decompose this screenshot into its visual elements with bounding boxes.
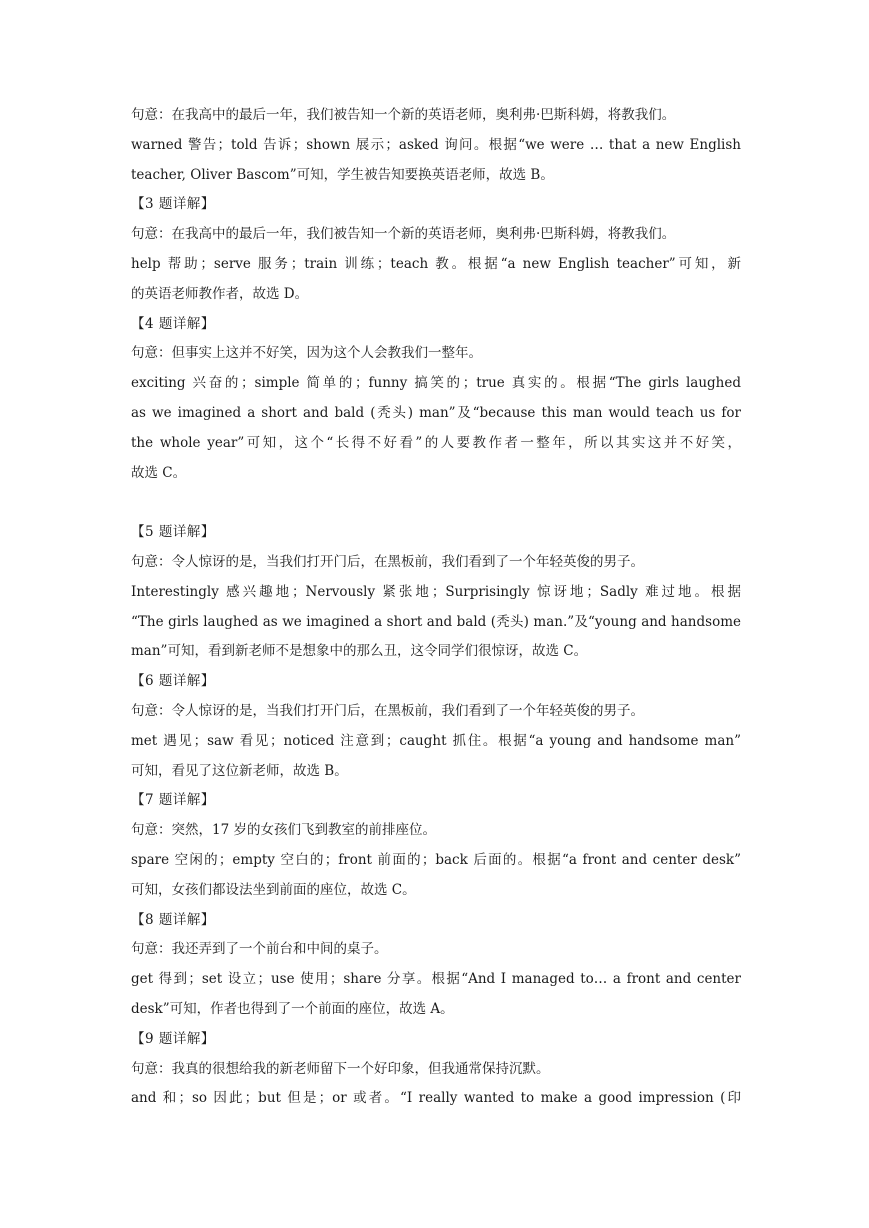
document-page (131, 101, 741, 1114)
section-heading: 【6 题详解】 (131, 673, 215, 690)
text-line: 的英语老师教作者，故选 D。 (131, 285, 309, 302)
paragraph-gap (131, 488, 741, 518)
text-line: 句意：在我高中的最后一年，我们被告知一个新的英语老师，奥利弗·巴斯科姆，将教我们。 (131, 107, 676, 123)
text-line: and 和；so 因此；but 但是；or 或者。“I really wanted to make a good impression (印 (131, 1090, 741, 1107)
text-line: as we imagined a short and bald (秃头) man”及“because this man would teach us for (131, 404, 741, 421)
text-line: 句意：在我高中的最后一年，我们被告知一个新的英语老师，奥利弗·巴斯科姆，将教我们。 (131, 226, 676, 243)
text-line: 句意：但事实上这并不好笑，因为这个人会教我们一整年。 (131, 345, 482, 362)
section-heading: 【5 题详解】 (131, 524, 215, 541)
section-heading: 【8 题详解】 (131, 911, 215, 928)
text-line: the whole year”可知，这个“长得不好看”的人要教作者一整年，所以其实这并不好笑， (131, 434, 741, 451)
text-line: warned 警告；told 告诉；shown 展示；asked 询问。根据“we were … that a new English (131, 136, 741, 153)
text-line: 句意：令人惊讶的是，当我们打开门后，在黑板前，我们看到了一个年轻英俊的男子。 (131, 702, 644, 719)
text-line: teacher, Oliver Bascom”可知，学生被告知要换英语老师，故选 B。 (131, 166, 554, 183)
text-line: 句意：令人惊讶的是，当我们打开门后，在黑板前，我们看到了一个年轻英俊的男子。 (131, 553, 644, 570)
text-line: 可知，女孩们都设法坐到前面的座位，故选 C。 (131, 881, 416, 898)
section-heading: 【3 题详解】 (131, 196, 215, 213)
text-line: 可知，看见了这位新老师，故选 B。 (131, 762, 348, 779)
text-line: help 帮助；serve 服务；train 训练；teach 教。根据“a new English teacher”可知，新 (131, 255, 741, 272)
text-line: “The girls laughed as we imagined a short and bald (秃头) man.”及“young and handsome (131, 613, 741, 630)
text-line: desk”可知，作者也得到了一个前面的座位，故选 A。 (131, 1000, 454, 1017)
text-line: get 得到；set 设立；use 使用；share 分享。根据“And I managed to… a front and center (131, 971, 741, 988)
text-line: 句意：突然，17 岁的女孩们飞到教室的前排座位。 (131, 822, 436, 839)
section-heading: 【4 题详解】 (131, 315, 215, 332)
text-line: Interestingly 感兴趣地；Nervously 紧张地；Surprisingly 惊讶地；Sadly 难过地。根据 (131, 583, 741, 600)
text-line: 句意：我真的很想给我的新老师留下一个好印象，但我通常保持沉默。 (131, 1060, 550, 1077)
section-heading: 【9 题详解】 (131, 1030, 215, 1047)
text-line: spare 空闲的；empty 空白的；front 前面的；back 后面的。根据“a front and center desk” (131, 851, 741, 868)
text-line: met 遇见；saw 看见；noticed 注意到；caught 抓住。根据“a young and handsome man” (131, 732, 741, 749)
section-heading: 【7 题详解】 (131, 792, 215, 809)
text-line: exciting 兴奋的；simple 简单的；funny 搞笑的；true 真实的。根据“The girls laughed (131, 375, 741, 392)
text-line: 句意：我还弄到了一个前台和中间的桌子。 (131, 941, 388, 958)
text-line: man”可知，看到新老师不是想象中的那么丑，这令同学们很惊讶，故选 C。 (131, 643, 588, 660)
text-line: 故选 C。 (131, 464, 187, 481)
